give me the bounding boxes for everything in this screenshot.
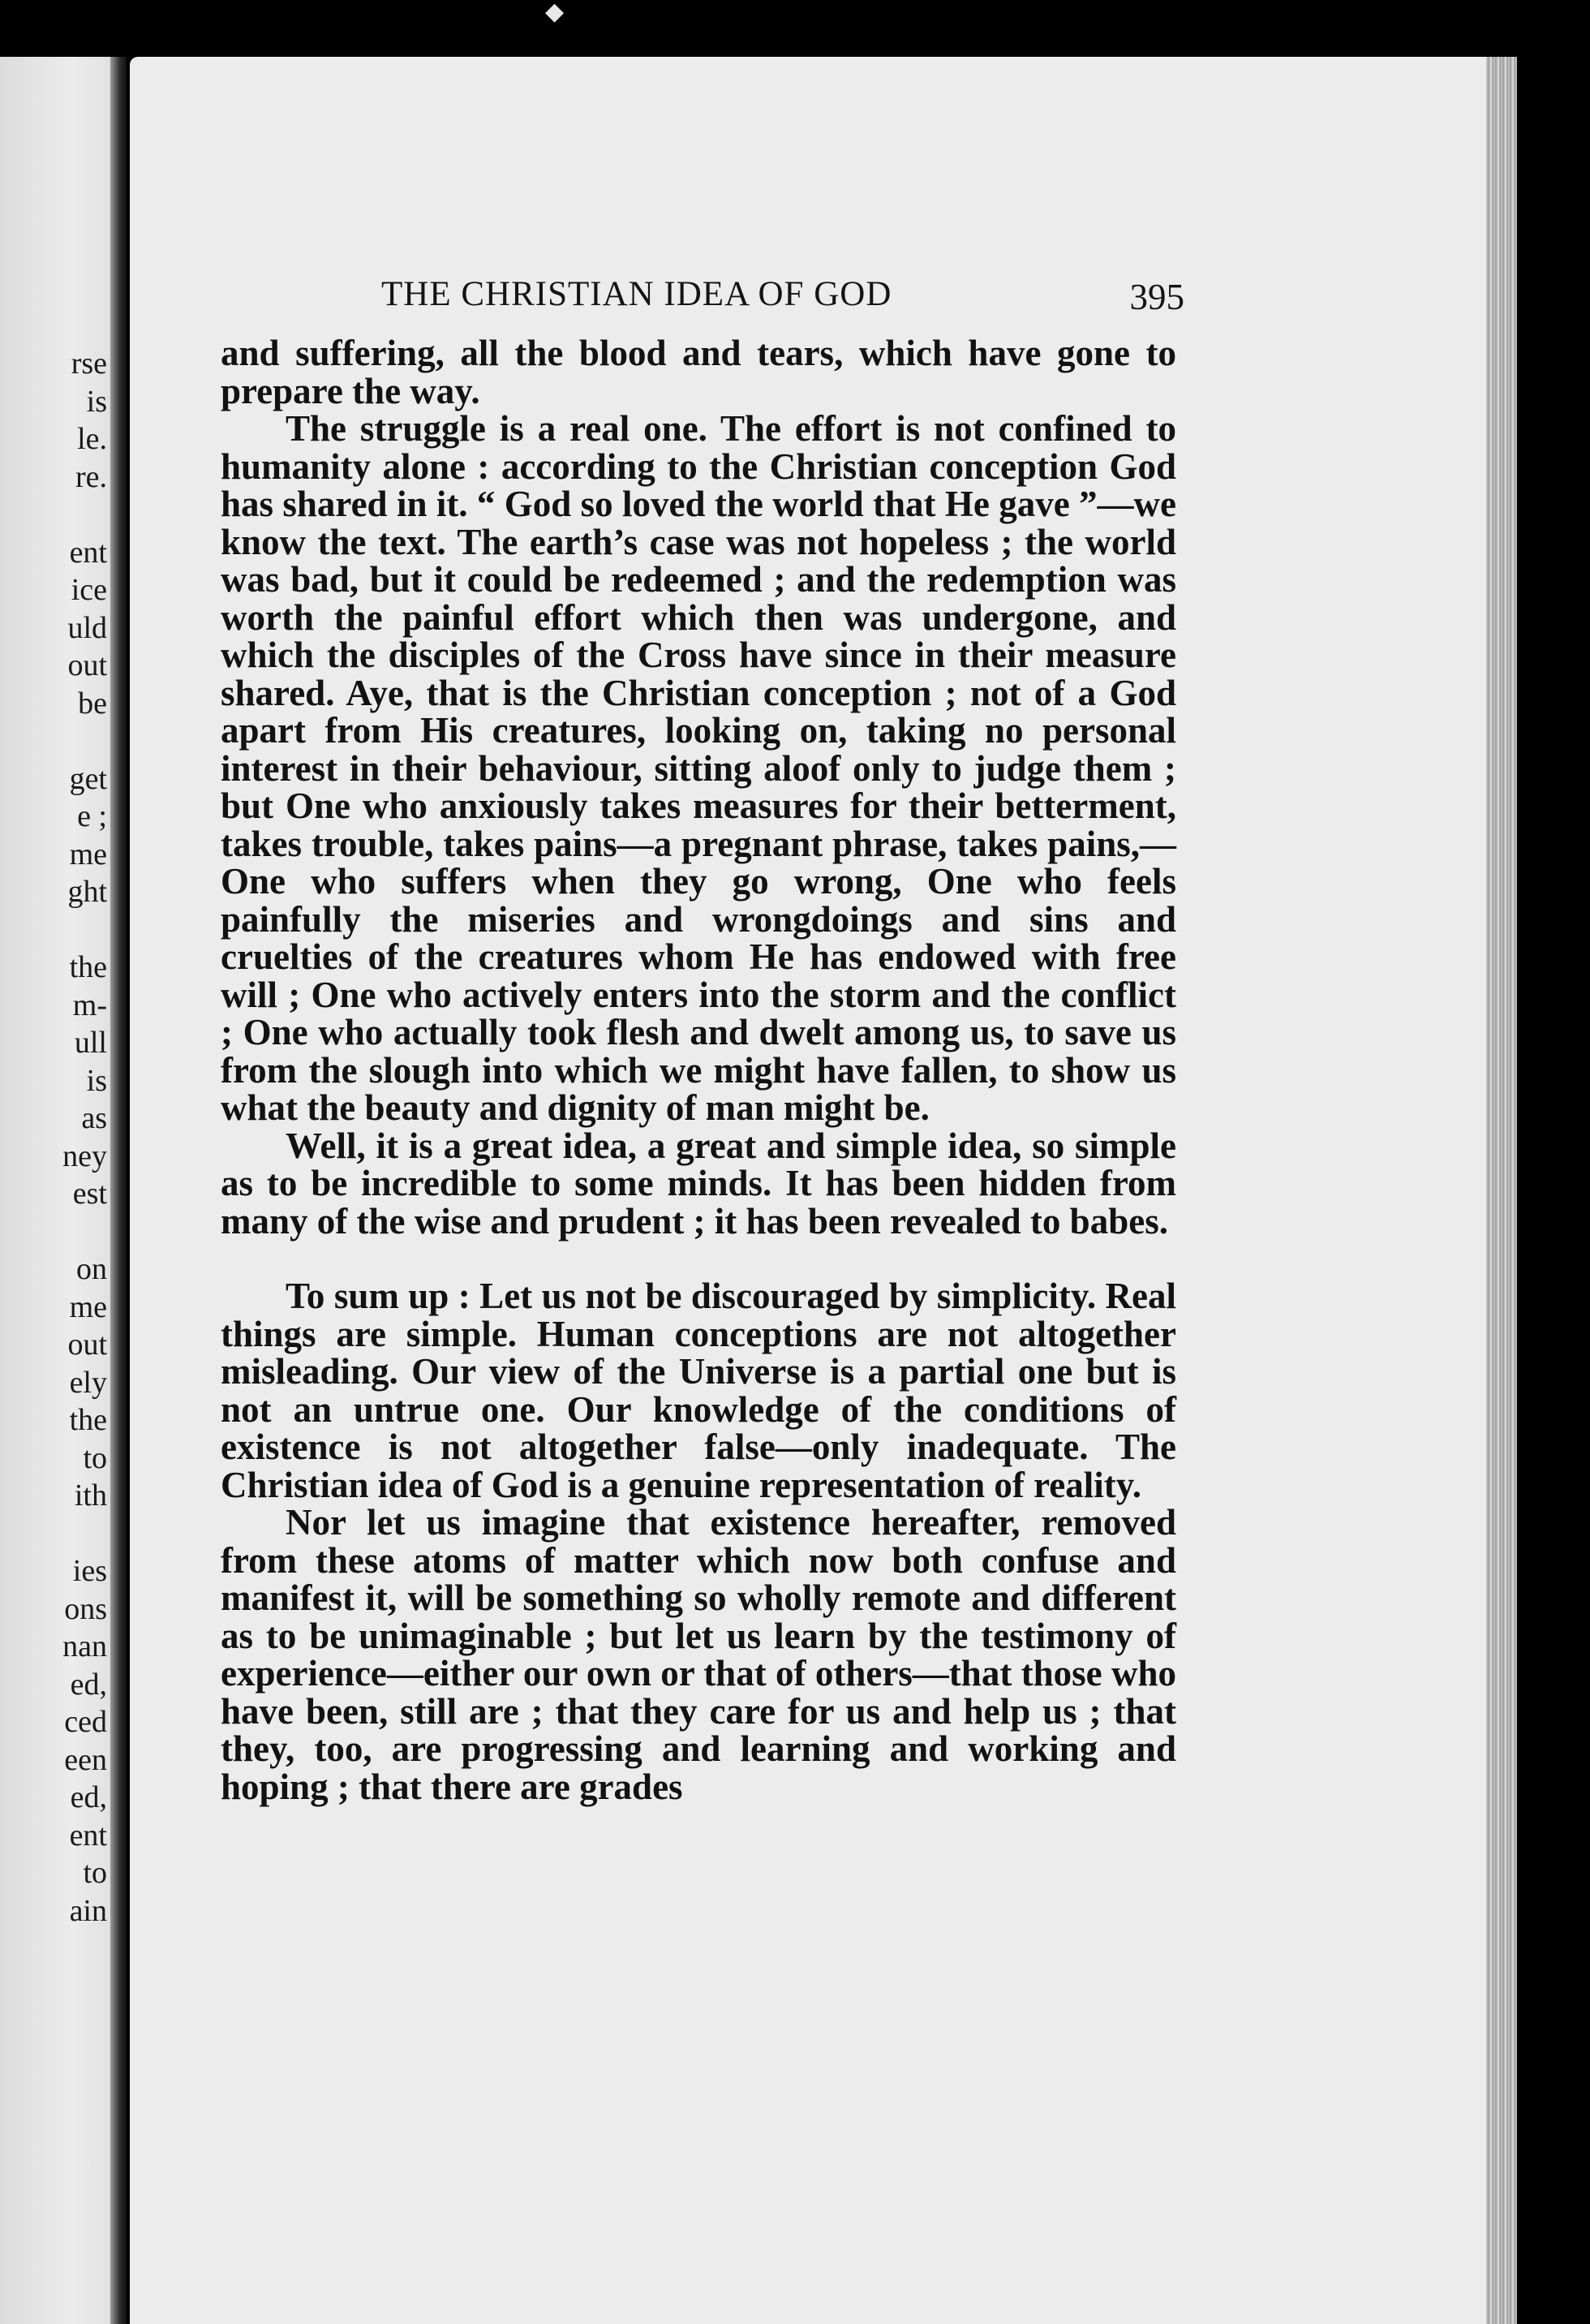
paragraph: To sum up : Let us not be discouraged by simplicity. Real things are simple. Human conceptions are not altogether misleading. Our view of the Universe is a partial one but is not an untrue one. Our knowledge of the conditions of existence is not altogether false—only inadequate. The Christian idea of God is a genuine representation of reality. <box>221 1276 1176 1505</box>
previous-page-fragment: ons <box>64 1591 107 1626</box>
previous-page-fragment: the <box>69 1403 107 1437</box>
page-number: 395 <box>1129 277 1184 317</box>
book-gutter <box>110 57 127 2324</box>
previous-page-fragment: uld <box>67 610 107 645</box>
previous-page-fragment: the <box>69 950 107 984</box>
page-stack-edge <box>1486 57 1517 2324</box>
paragraph: and suffering, all the blood and tears, which have gone to prepare the way. <box>221 333 1176 411</box>
previous-page-fragment: to <box>83 1440 107 1475</box>
previous-page-fragment: out <box>67 1328 107 1362</box>
previous-page-fragment: ed, <box>70 1667 107 1702</box>
previous-page-fragment: ent <box>69 1818 107 1853</box>
previous-page-fragment: out <box>67 648 107 682</box>
previous-page-fragment: ith <box>74 1478 107 1513</box>
previous-page-fragment: be <box>78 686 107 721</box>
previous-page-fragment: ull <box>74 1026 107 1060</box>
previous-page-fragment: e ; <box>77 799 107 833</box>
previous-page-fragment: een <box>64 1742 107 1777</box>
previous-page-fragment: is <box>86 384 107 419</box>
previous-page-fragment: on <box>76 1252 107 1286</box>
previous-page-fragment: as <box>81 1101 107 1135</box>
previous-page-fragment: get <box>69 761 107 796</box>
previous-page-fragment: est <box>72 1177 107 1211</box>
previous-page-fragment: ght <box>67 875 107 909</box>
previous-page-fragment: ent <box>69 535 107 570</box>
page-body <box>221 334 1176 1805</box>
previous-page-fragment: ies <box>72 1554 107 1588</box>
previous-page-fragment: me <box>69 1289 107 1324</box>
previous-page-fragment: ely <box>69 1365 107 1400</box>
previous-page-fragment: ced <box>64 1705 107 1739</box>
previous-page-fragment: nan <box>62 1629 107 1663</box>
previous-page-fragment: m- <box>72 988 107 1022</box>
film-mark-icon: ◆ <box>545 0 565 26</box>
previous-page-fragment: is <box>86 1063 107 1098</box>
previous-page-fragment: le. <box>77 422 107 456</box>
previous-page-fragment: ice <box>71 573 107 607</box>
paragraph: Well, it is a great idea, a great and simple idea, so simple as to be incredible to some minds. It has been hidden from many of the wise and prudent ; it has been revealed to babes. <box>221 1125 1176 1242</box>
previous-page-fragment: ed, <box>70 1780 107 1814</box>
previous-page-fragment: me <box>69 837 107 872</box>
scan-border <box>1517 0 1590 2324</box>
previous-page-fragment: ney <box>62 1138 107 1173</box>
previous-page-fragment: ain <box>69 1893 107 1928</box>
previous-page-fragment: re. <box>75 459 107 494</box>
paragraph: Nor let us imagine that existence hereafter, removed from these atoms of matter which now both confuse and manifest it, will be something so wholly remote and different as to be unimaginable ; but let us learn by the testimony of experience—either our own or that of others—that those who have been, still are ; that they care for us and help us ; that they, too, are progressing and learning and working and hoping ; that there are grades <box>221 1502 1176 1807</box>
page-header <box>381 274 1184 323</box>
previous-page-fragment: rse <box>71 346 107 381</box>
running-head: THE CHRISTIAN IDEA OF GOD <box>381 275 892 313</box>
paragraph: The struggle is a real one. The effort is not confined to humanity alone : according to the Christian conception God has shared in it. “ God so loved the world that He gave ”—we know the text. The earth’s case was not hopeless ; the world was bad, but it could be redeemed ; and the redemption was worth the painful effort which then was undergone, and which the disciples of the Cross have since in their measure shared. Aye, that is the Christian conception ; not of a God apart from His creatures, looking on, taking no personal interest in their behaviour, sitting aloof only to judge them ; but One who anxiously takes measures for their betterment, takes trouble, takes pains—a pregnant phrase, takes pains,—One who suffers when they go wrong, One who feels painfully the miseries and wrongdoings and sins and cruelties of the creatures whom He has endowed with free will ; One who actively enters into the storm and the conflict ; One who actually took flesh and dwelt among us, to save us from the slough into which we might have fallen, to show us what the beauty and dignity of man might be. <box>221 408 1176 1128</box>
section-break <box>221 1240 1176 1277</box>
previous-page-fragment: to <box>83 1856 107 1890</box>
